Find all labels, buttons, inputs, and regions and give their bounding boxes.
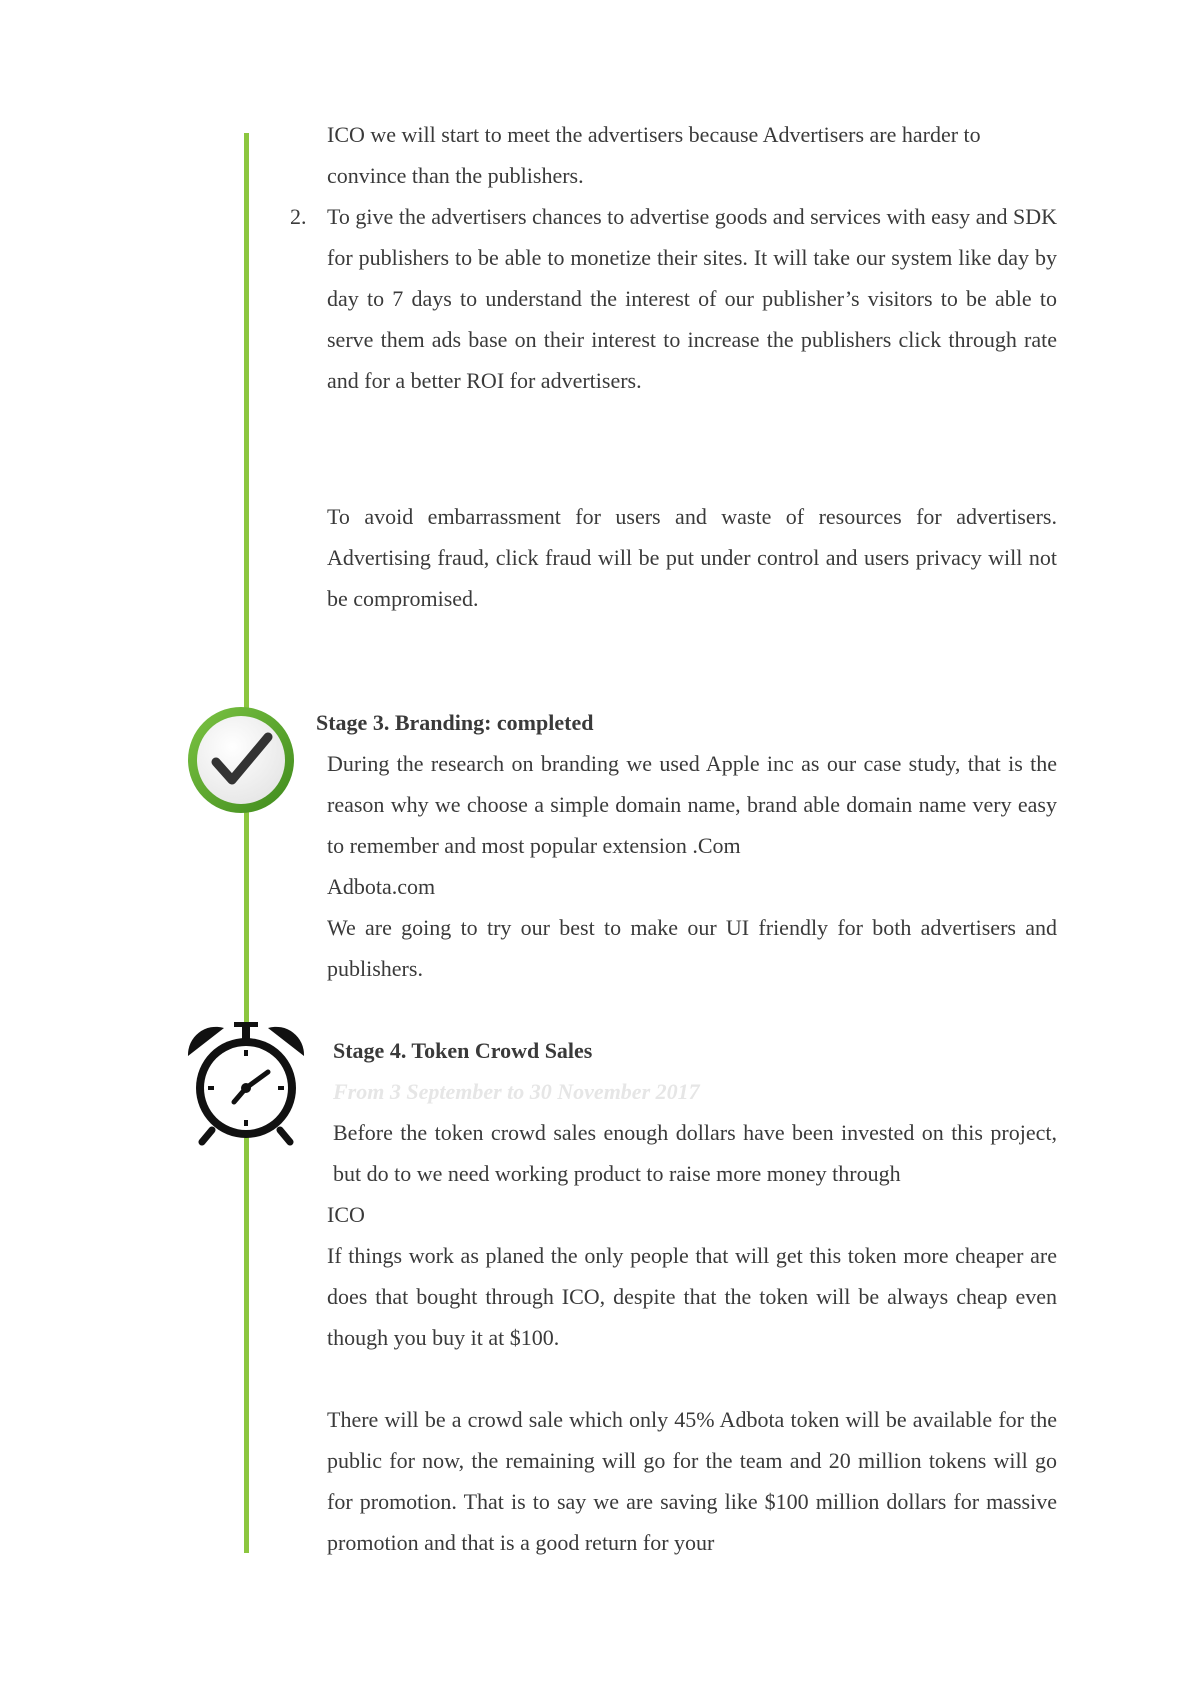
stage3-domain: Adbota.com [327, 874, 436, 899]
stage3-para1: During the research on branding we used Apple inc as our case study, that is the reason why we choose a simple domain name, brand able domain name very easy to remember and most popular extension .Com [327, 751, 1057, 858]
stage4-para3: There will be a crowd sale which only 45% Adbota token will be available for the public for now, the remaining will go for the team and 20 million tokens will go for promotion. That is to say we are saving like $100 million dollars for massive promotion and that is a good return for your [327, 1407, 1057, 1555]
stage4-para3-block [327, 1399, 1057, 1563]
intro-line-1: ICO we will start to meet the advertisers because Advertisers are harder to [327, 122, 981, 147]
stage4-dates: From 3 September to 30 November 2017 [333, 1079, 700, 1104]
stage4-para2: If things work as planed the only people that will get this token more cheaper are does that bought through ICO, despite that the token will be always cheap even though you buy it at $100. [327, 1243, 1057, 1350]
stage3-heading: Stage 3. Branding: completed [316, 710, 594, 735]
stage4-para1a-block [333, 1112, 1057, 1194]
fraud-paragraph [327, 496, 1057, 619]
intro-line-2: convince than the publishers. [327, 163, 584, 188]
list-item-2 [327, 196, 1057, 401]
list-item-2-text: To give the advertisers chances to advertise goods and services with easy and SDK for publishers to be able to monetize their sites. It will take our system like day by day to 7 days to understand the interest of our publisher’s visitors to be able to serve them ads base on their interest to increase the publishers click through rate and for a better ROI for advertisers. [327, 204, 1057, 393]
stage4-body [327, 1194, 1057, 1358]
stage4-heading: Stage 4. Token Crowd Sales [333, 1038, 593, 1063]
alarm-clock-icon [184, 1020, 308, 1146]
checkmark-icon [186, 705, 296, 815]
stage3-body [327, 743, 1057, 989]
list-number-2: 2. [290, 204, 307, 229]
stage4-para1b: ICO [327, 1202, 365, 1227]
stage4-para1a: Before the token crowd sales enough dollars have been invested on this project, but do to we need working product to raise more money through [333, 1120, 1057, 1186]
stage3-para2: We are going to try our best to make our UI friendly for both advertisers and publishers. [327, 915, 1057, 981]
timeline-line [244, 133, 249, 1553]
fraud-paragraph-text: To avoid embarrassment for users and waste of resources for advertisers. Advertising fraud, click fraud will be put under control and users privacy will not be compromised. [327, 504, 1057, 611]
intro-text [327, 114, 1057, 196]
